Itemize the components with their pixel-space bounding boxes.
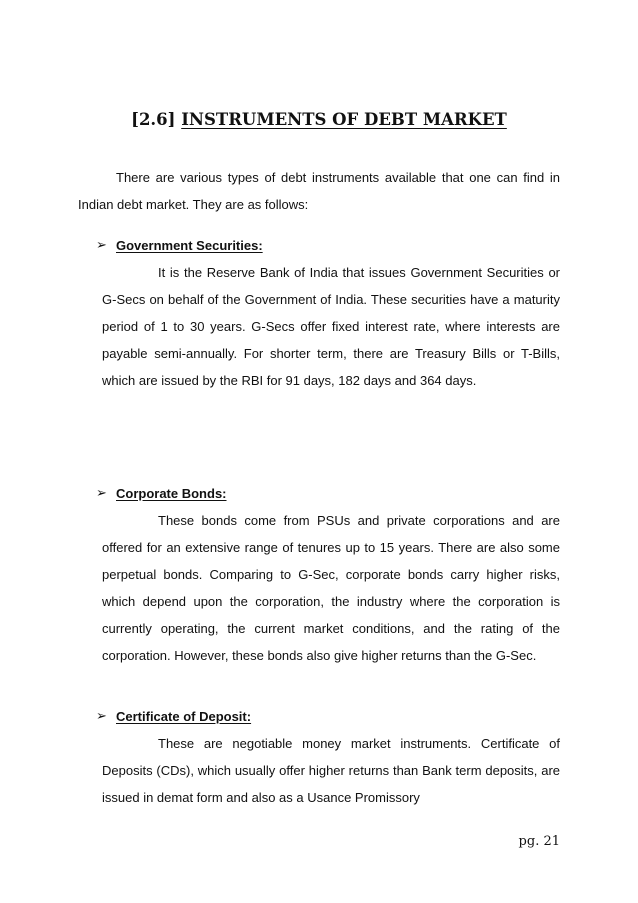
- section-body: It is the Reserve Bank of India that issues Government Securities or G-Secs on behalf of the Government of India. These securities have a maturity period of 1 to 30 years. G-Secs offer fixed interest rate, where interests are payable semi-annually. For shorter term, there are Treasury Bills or T-Bills, which are issued by the RBI for 91 days, 182 days and 364 days.: [102, 265, 560, 388]
- section-body: These bonds come from PSUs and private corporations and are offered for an extensive range of tenures up to 15 years. There are also some perpetual bonds. Comparing to G-Sec, corporate bonds carry higher risks, which depend upon the corporation, the industry where the corporation is currently operating, the current market conditions, and the rating of the corporation. However, these bonds also give higher returns than the G-Sec.: [102, 513, 560, 663]
- section-title: Corporate Bonds:: [116, 486, 227, 501]
- section-certificate-of-deposit: [96, 703, 560, 811]
- heading-number: [2.6]: [131, 110, 176, 129]
- section-body: These are negotiable money market instruments. Certificate of Deposits (CDs), which usually offer higher returns than Bank term deposits, are issued in demat form and also as a Usance Promissory: [102, 736, 560, 805]
- section-heading: [0, 110, 638, 129]
- section-title: Certificate of Deposit:: [116, 709, 252, 724]
- section-corporate-bonds: [96, 480, 560, 669]
- section-government-securities: [96, 232, 560, 394]
- heading-title: INSTRUMENTS OF DEBT MARKET: [181, 110, 507, 129]
- section-title: Government Securities:: [116, 238, 263, 253]
- arrow-bullet-icon: ➢: [96, 238, 107, 253]
- arrow-bullet-icon: ➢: [96, 486, 107, 501]
- arrow-bullet-icon: ➢: [96, 709, 107, 724]
- intro-paragraph: There are various types of debt instruments available that one can find in Indian debt market. They are as follows:: [78, 170, 560, 212]
- page-number: pg. 21: [518, 834, 560, 849]
